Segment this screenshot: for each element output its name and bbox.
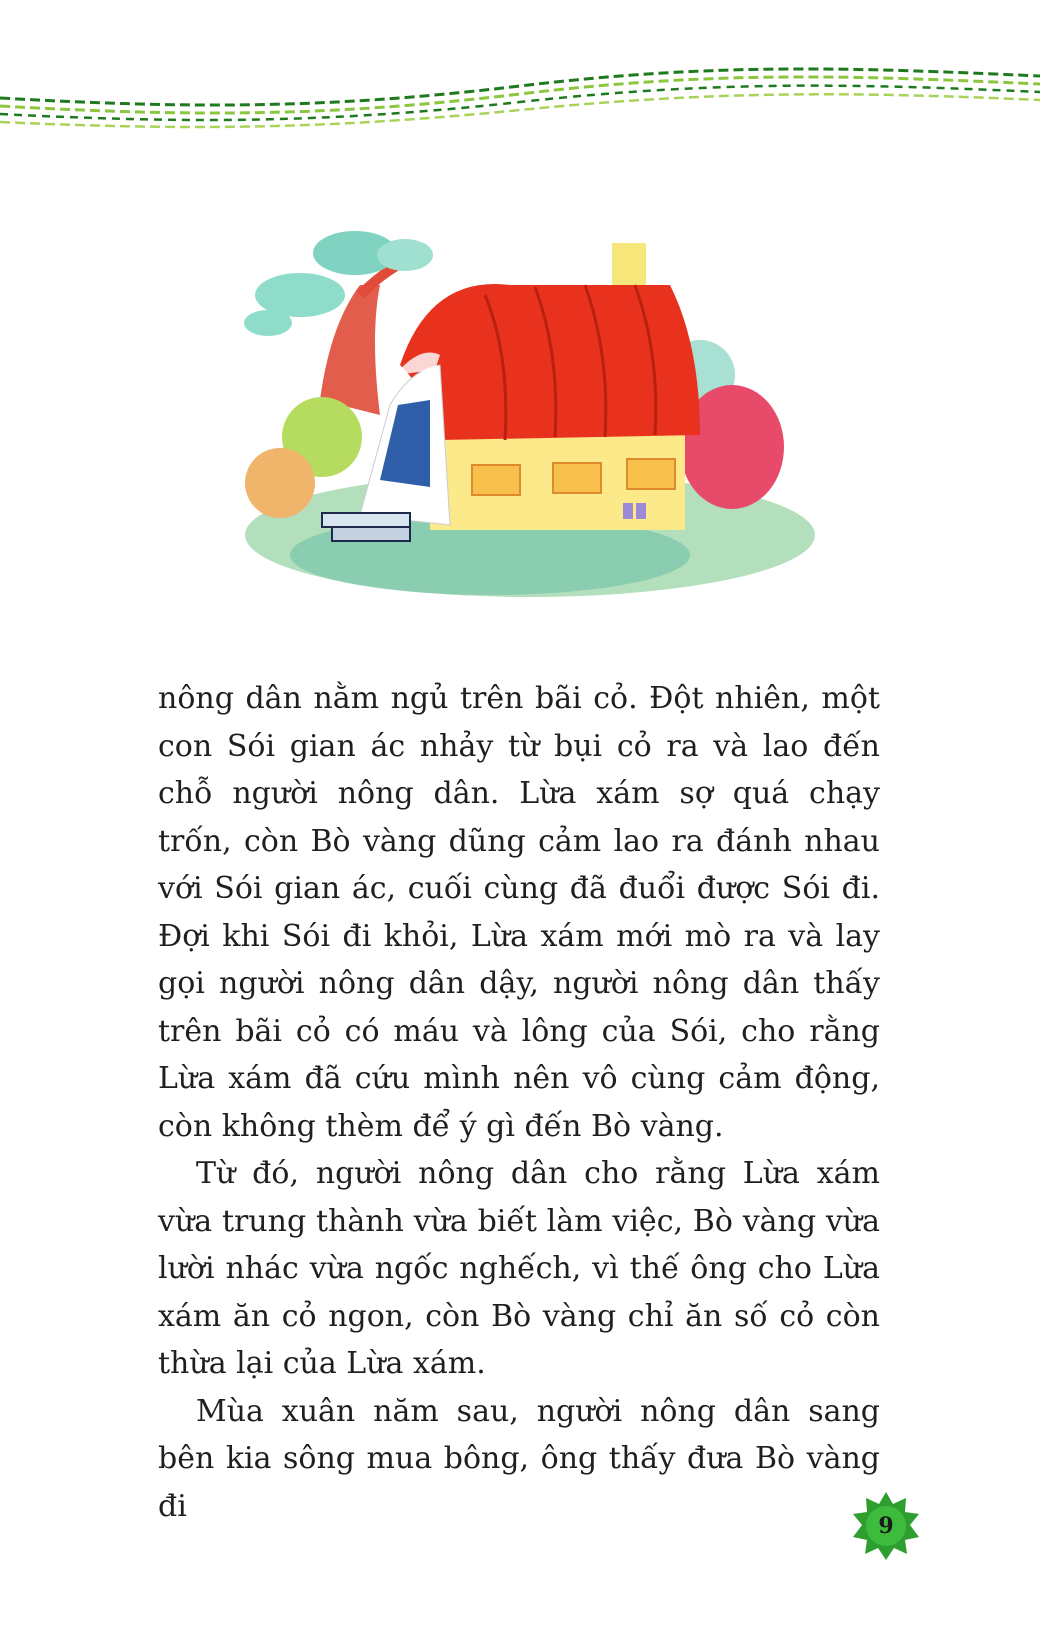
- window: [627, 459, 675, 489]
- story-paragraph: Từ đó, người nông dân cho rằng Lừa xám vừa trung thành vừa biết làm việc, Bò vàng vừa lười nhác vừa ngốc nghếch, vì thế ông cho Lừa xám ăn cỏ ngon, còn Bò vàng chỉ ăn số cỏ còn thừa lại của Lừa xám.: [158, 1156, 880, 1381]
- chimney: [612, 243, 646, 289]
- page-number: 9: [878, 1513, 894, 1539]
- house-steps: [322, 513, 410, 527]
- story-paragraph: Mùa xuân năm sau, người nông dân sang bên kia sông mua bông, ông thấy đưa Bò vàng đi: [158, 1393, 880, 1524]
- story-paragraph: nông dân nằm ngủ trên bãi cỏ. Đột nhiên, một con Sói gian ác nhảy từ bụi cỏ ra và lao đến chỗ người nông dân. Lừa xám sợ quá chạy trốn, còn Bò vàng dũng cảm lao ra đánh nhau với Sói gian ác, cuối cùng đã đuổi được Sói đi. Đợi khi Sói đi khỏi, Lừa xám mới mò ra và lay gọi người nông dân dậy, người nông dân thấy trên bãi cỏ có máu và lông của Sói, cho rằng Lừa xám đã cứu mình nên vô cùng cảm động, còn không thèm để ý gì đến Bò vàng.: [158, 681, 880, 1144]
- house-illustration: [240, 225, 840, 635]
- window: [472, 465, 520, 495]
- window: [553, 463, 601, 493]
- decorative-wavy-border: [0, 60, 1040, 140]
- boots: [623, 503, 633, 519]
- story-text: [158, 675, 880, 1530]
